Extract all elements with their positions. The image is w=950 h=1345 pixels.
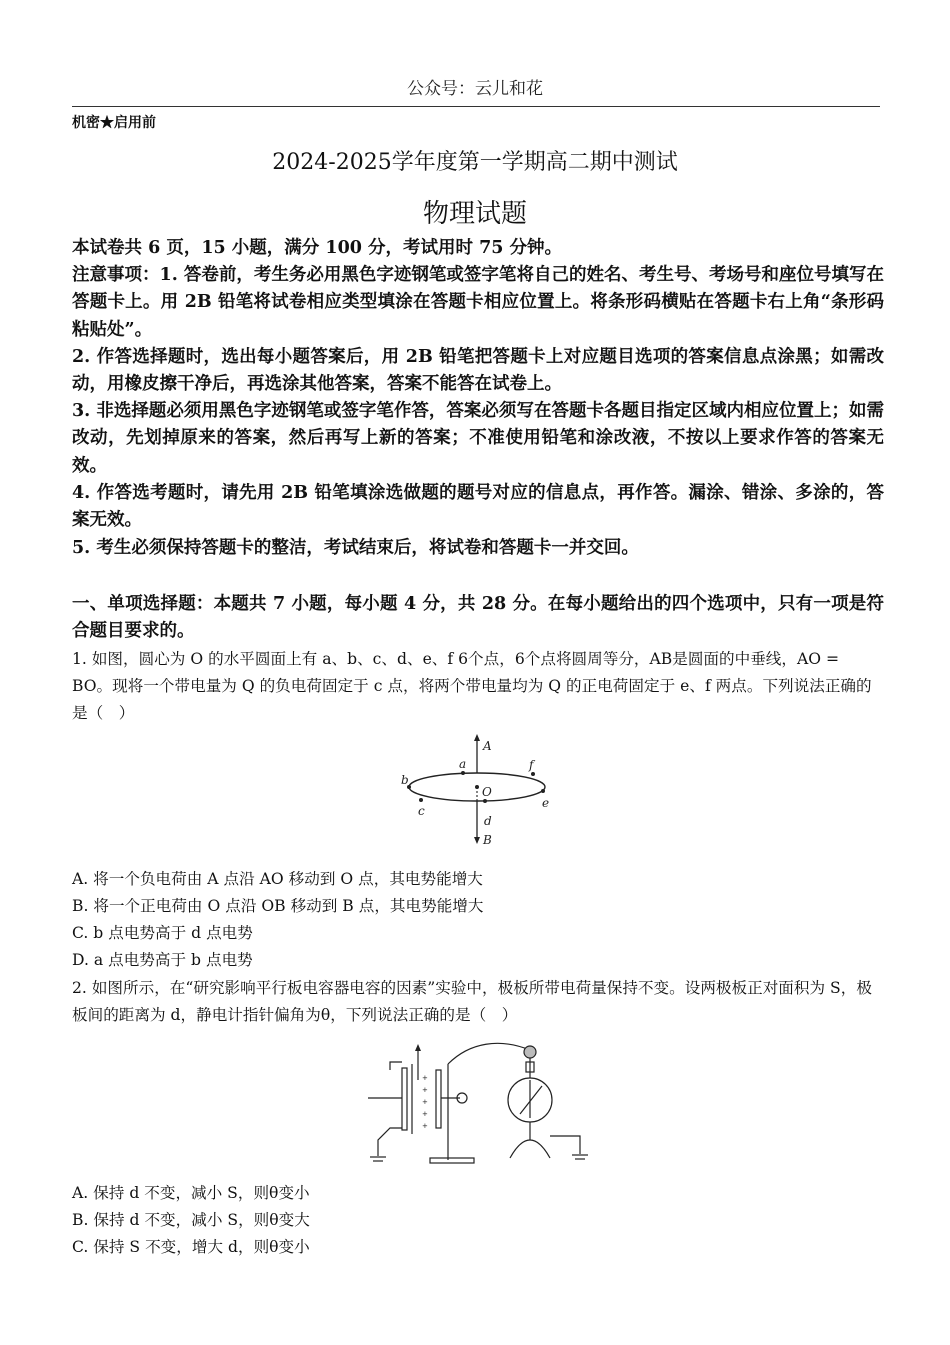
q1-option-a: A. 将一个负电荷由 A 点沿 AO 移动到 O 点，其电势能增大 xyxy=(72,870,483,888)
label-c: c xyxy=(418,804,425,818)
q2-option-c: C. 保持 S 不变，增大 d，则θ变小 xyxy=(72,1238,310,1256)
movable-plate xyxy=(402,1068,407,1130)
fixed-plate xyxy=(436,1070,441,1128)
left-ground-wire xyxy=(378,1128,402,1156)
axis-arrow-up-icon xyxy=(474,734,480,741)
charge-marks-plus: + xyxy=(422,1074,428,1082)
q1-option-b: B. 将一个正电荷由 O 点沿 OB 移动到 B 点，其电势能增大 xyxy=(72,897,484,915)
q2-option-b: B. 保持 d 不变，减小 S，则θ变大 xyxy=(72,1211,310,1229)
instructions-note-4: 4. 作答选考题时，请先用 2B 铅笔填涂选做题的题号对应的信息点，再作答。漏涂、错涂、多涂的，答案无效。 xyxy=(72,483,884,531)
instructions-note-1: 注意事项：1. 答卷前，考生务必用黑色字迹钢笔或签字笔将自己的姓名、考生号、考场号和座位号填写在答题卡上。用 2B 铅笔将试卷相应类型填涂在答题卡相应位置上。将条形码横贴在答题卡右上角“条形码粘贴处”。 xyxy=(72,265,884,340)
point-a xyxy=(461,771,465,775)
instructions-note-2: 2. 作答选择题时，选出每小题答案后，用 2B 铅笔把答题卡上对应题目选项的答案信息点涂黑；如需改动，用橡皮擦干净后，再选涂其他答案，答案不能答在试卷上。 xyxy=(72,347,884,395)
electrometer-base xyxy=(510,1140,550,1158)
move-arrow-icon xyxy=(415,1044,421,1051)
label-f: f xyxy=(529,758,534,772)
point-c xyxy=(419,798,423,802)
charge-marks-plus-4: + xyxy=(422,1110,428,1118)
label-B: B xyxy=(483,833,492,847)
charge-marks-plus-2: + xyxy=(422,1086,428,1094)
q2-capacitor-figure xyxy=(360,1040,600,1170)
point-O xyxy=(475,785,479,789)
label-A: A xyxy=(483,739,492,753)
instructions-note-3: 3. 非选择题必须用黑色字迹钢笔或签字笔作答，答案必须写在答题卡各题目指定区域内相应位置上；如需改动，先划掉原来的答案，然后再写上新的答案；不准使用铅笔和涂改液，不按以上要求作答的答案无效。 xyxy=(72,401,884,476)
charge-marks-plus-3: + xyxy=(422,1098,428,1106)
point-f xyxy=(531,772,535,776)
point-d xyxy=(483,799,487,803)
label-a: a xyxy=(459,757,467,771)
section1-heading: 一、单项选择题：本题共 7 小题，每小题 4 分，共 28 分。在每小题给出的四个选项中，只有一项是符合题目要求的。 xyxy=(72,594,884,642)
secret-label: 机密★启用前 xyxy=(72,115,156,131)
stand-base xyxy=(430,1158,474,1163)
electrometer-ball xyxy=(524,1046,536,1058)
q1-option-c: C. b 点电势高于 d 点电势 xyxy=(72,924,253,942)
q1-option-d: D. a 点电势高于 b 点电势 xyxy=(72,951,253,969)
left-wire-top xyxy=(390,1062,402,1070)
q2-stem: 2. 如图所示，在“研究影响平行板电容器电容的因素”实验中，极板所带电荷量保持不变。设两极板正对面积为 S，极板间的距离为 d，静电计指针偏角为θ，下列说法正确的是（ ） xyxy=(72,979,872,1024)
page-header: 公众号：云儿和花 xyxy=(407,79,543,99)
exam-title: 2024-2025学年度第一学期高二期中测试 xyxy=(272,150,678,175)
header-divider xyxy=(72,106,880,107)
charge-marks-plus-5: + xyxy=(422,1122,428,1130)
instructions-note-5: 5. 考生必须保持答题卡的整洁，考试结束后，将试卷和答题卡一并交回。 xyxy=(72,538,639,558)
subject-title: 物理试题 xyxy=(422,199,527,229)
right-ground-wire xyxy=(550,1136,580,1154)
q1-circle-figure xyxy=(395,732,560,852)
connecting-wire xyxy=(448,1043,530,1064)
label-b: b xyxy=(401,773,409,787)
instructions-overview: 本试卷共 6 页，15 小题，满分 100 分，考试用时 75 分钟。 xyxy=(72,238,563,258)
label-O: O xyxy=(482,785,492,799)
label-d: d xyxy=(484,814,492,828)
electrometer-needle xyxy=(520,1086,542,1114)
q2-option-a: A. 保持 d 不变，减小 S，则θ变小 xyxy=(72,1184,310,1202)
label-e: e xyxy=(542,796,550,810)
point-e xyxy=(541,789,545,793)
q1-stem: 1. 如图，圆心为 O 的水平圆面上有 a、b、c、d、e、f 6个点，6个点将圆周等分，AB是圆面的中垂线，AO = BO。现将一个带电量为 Q 的负电荷固定于 c 点，将两个带电量均为 Q 的正电荷固定于 e、f 两点。下列说法正确的是（ ） xyxy=(72,650,872,722)
axis-arrow-down-icon xyxy=(474,837,480,844)
